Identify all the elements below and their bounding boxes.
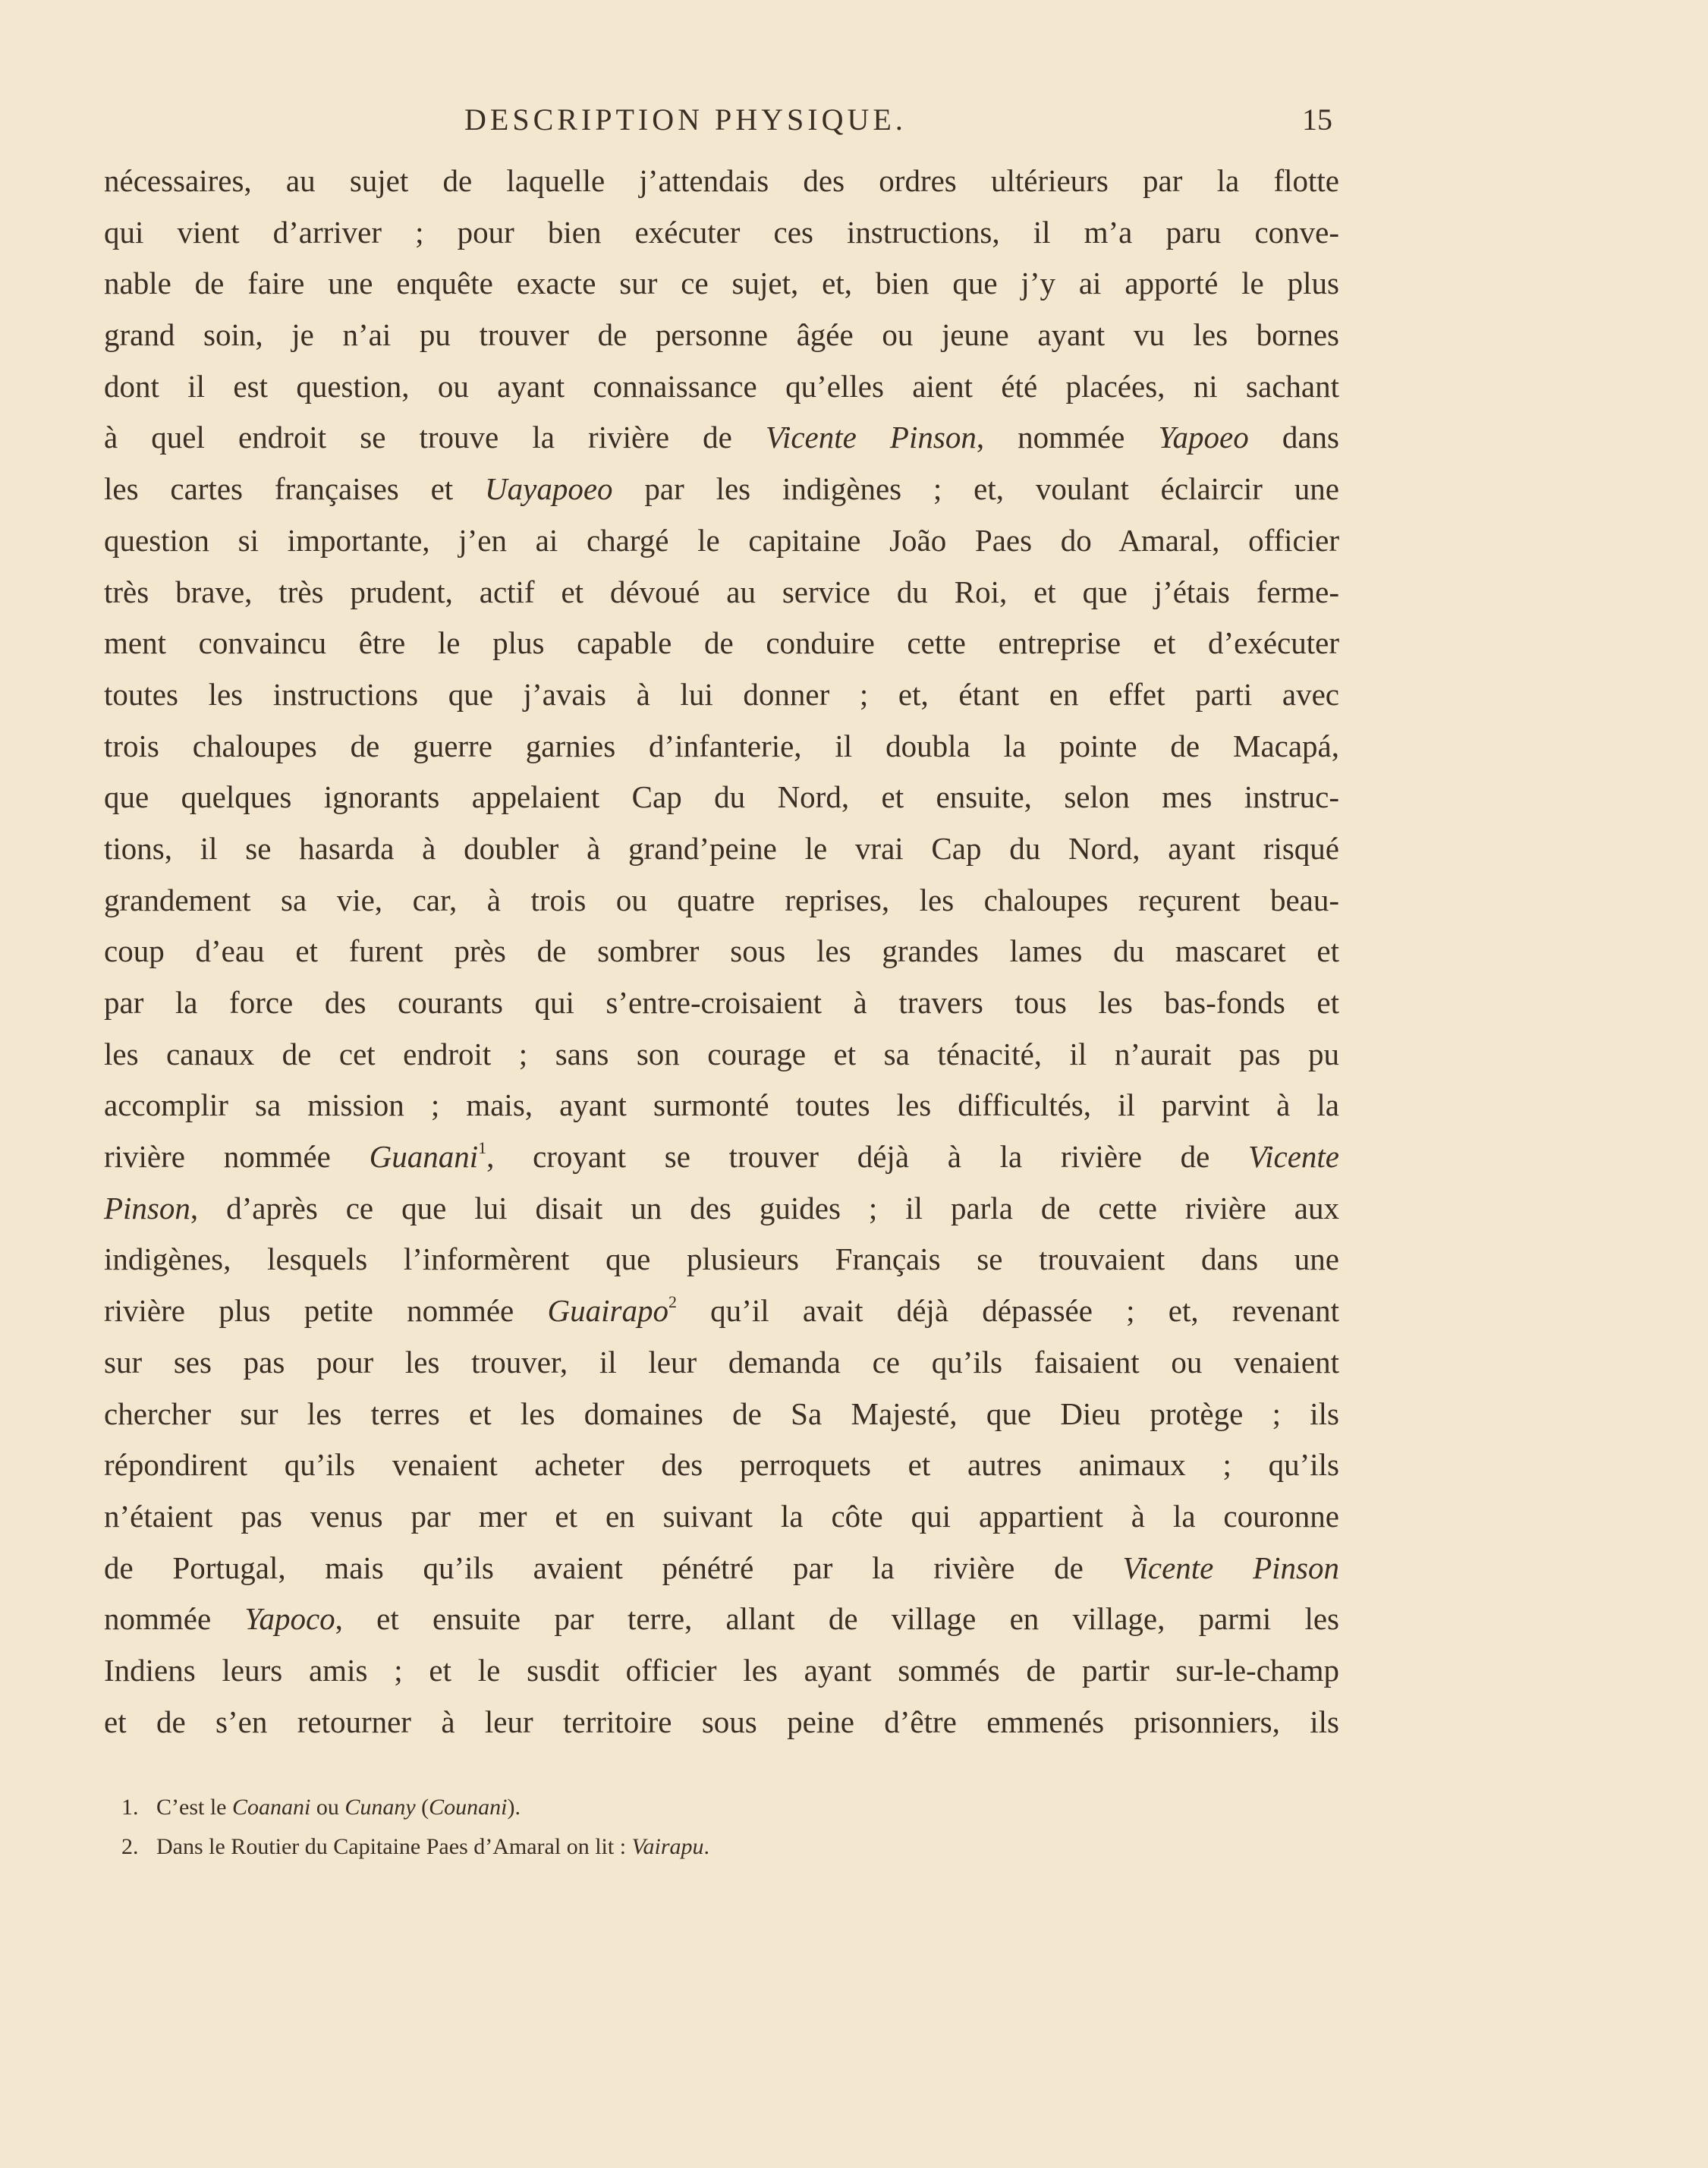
text-line: [104, 1029, 1339, 1081]
text-line: [104, 669, 1339, 721]
text-line: [104, 977, 1339, 1029]
italic-text: Cunany: [344, 1795, 416, 1820]
text-segment: tions, il se hasarda à doubler à grand’peine le vrai Cap du Nord, ayant risqué: [104, 830, 1339, 866]
text-segment: grandement sa vie, car, à trois ou quatre reprises, les chaloupes reçurent beau-: [104, 882, 1339, 917]
text-segment: de Portugal, mais qu’ils avaient pénétré par la rivière de: [104, 1550, 1123, 1585]
text-line: [104, 926, 1339, 977]
text-line: [104, 1389, 1339, 1440]
text-segment: et de s’en retourner à leur territoire sous peine d’être emmenés prisonniers, ils: [104, 1704, 1339, 1739]
text-line: [104, 1645, 1339, 1697]
text-line: [104, 1234, 1339, 1285]
text-segment: rivière nommée: [104, 1139, 370, 1175]
text-segment: dans: [1248, 420, 1339, 455]
text-line: [104, 515, 1339, 567]
italic-text: Guairapo: [547, 1293, 668, 1329]
italic-text: Uayapoeo: [485, 471, 613, 507]
text-line: [104, 875, 1339, 927]
text-line: [104, 1285, 1339, 1337]
text-segment: Indiens leurs amis ; et le susdit officier les ayant sommés de partir sur-le-champ: [104, 1652, 1339, 1688]
text-line: [104, 1131, 1339, 1183]
text-segment: ).: [507, 1795, 521, 1820]
text-segment: dont il est question, ou ayant connaissance qu’elles aient été placées, ni sachant: [104, 368, 1339, 404]
text-segment: les cartes françaises et: [104, 471, 486, 507]
italic-text: Vairapu: [631, 1834, 704, 1859]
footnote: [121, 1788, 1260, 1827]
italic-text: Vicente Pinson: [1122, 1550, 1339, 1585]
text-segment: coup d’eau et furent près de sombrer sous les grandes lames du mascaret et: [104, 933, 1339, 969]
footnote-reference: 1: [478, 1138, 487, 1158]
text-segment: qu’il avait déjà dépassée ; et, revenant: [676, 1293, 1339, 1329]
text-segment: que quelques ignorants appelaient Cap du Nord, et ensuite, selon mes instruc-: [104, 779, 1339, 815]
body-text: [104, 156, 1339, 1748]
text-line: [104, 412, 1339, 464]
text-segment: à quel endroit se trouve la rivière de: [104, 420, 766, 455]
text-segment: répondirent qu’ils venaient acheter des perroquets et autres animaux ; qu’ils: [104, 1447, 1339, 1483]
text-line: [104, 1337, 1339, 1389]
text-segment: ment convaincu être le plus capable de conduire cette entreprise et d’exécuter: [104, 625, 1339, 661]
text-segment: très brave, très prudent, actif et dévoué au service du Roi, et que j’étais ferme-: [104, 574, 1339, 609]
text-line: [104, 1080, 1339, 1131]
text-segment: par la force des courants qui s’entre-croisaient à travers tous les bas-fonds et: [104, 985, 1339, 1020]
text-segment: indigènes, lesquels l’informèrent que plusieurs Français se trouvaient dans une: [104, 1241, 1339, 1277]
text-line: [104, 721, 1339, 772]
italic-text: Vicente Pinson: [765, 420, 977, 455]
footnote-reference: 2: [668, 1292, 677, 1312]
text-segment: accomplir sa mission ; mais, ayant surmonté toutes les difficultés, il parvint à la: [104, 1087, 1339, 1123]
italic-text: Yapoeo: [1158, 420, 1249, 455]
text-line: [104, 1491, 1339, 1543]
text-line: [104, 156, 1339, 207]
text-line: [104, 1543, 1339, 1594]
text-segment: nable de faire une enquête exacte sur ce sujet, et, bien que j’y ai apporté le plus: [104, 266, 1339, 301]
text-segment: nécessaires, au sujet de laquelle j’attendais des ordres ultérieurs par la flotte: [104, 163, 1339, 198]
italic-text: Coanani: [231, 1795, 311, 1820]
footnote-number: 1.: [121, 1795, 139, 1820]
text-segment: , nommée: [976, 420, 1159, 455]
text-segment: question si importante, j’en ai chargé le capitaine João Paes do Amaral, officier: [104, 522, 1339, 558]
text-line: [104, 1183, 1339, 1235]
page-number: 15: [1302, 102, 1332, 137]
text-line: [104, 618, 1339, 669]
text-line: [104, 258, 1339, 310]
text-segment: grand soin, je n’ai pu trouver de personne âgée ou jeune ayant vu les bornes: [104, 317, 1339, 353]
text-segment: (: [415, 1795, 429, 1820]
text-line: [104, 1440, 1339, 1491]
text-segment: toutes les instructions que j’avais à lui donner ; et, étant en effet parti avec: [104, 676, 1339, 712]
footnote: [121, 1827, 1260, 1867]
italic-text: Counani: [429, 1795, 508, 1820]
italic-text: Guanani: [369, 1139, 479, 1175]
text-segment: trois chaloupes de guerre garnies d’infanterie, il doubla la pointe de Macapá,: [104, 728, 1339, 763]
text-segment: nommée: [104, 1601, 245, 1637]
text-line: [104, 567, 1339, 618]
text-segment: rivière plus petite nommée: [104, 1293, 548, 1329]
text-segment: ou: [310, 1795, 345, 1820]
text-segment: .: [703, 1834, 710, 1859]
text-segment: sur ses pas pour les trouver, il leur demanda ce qu’ils faisaient ou venaient: [104, 1344, 1339, 1380]
text-segment: qui vient d’arriver ; pour bien exécuter ces instructions, il m’a paru conve-: [104, 214, 1339, 250]
text-segment: Dans le Routier du Capitaine Paes d’Amaral on lit :: [156, 1834, 632, 1859]
text-line: [104, 361, 1339, 413]
italic-text: Yapoco: [244, 1601, 335, 1637]
text-line: [104, 464, 1339, 515]
text-segment: par les indigènes ; et, voulant éclaircir une: [612, 471, 1339, 507]
footnotes: [121, 1788, 1260, 1867]
italic-text: Pinson: [104, 1190, 190, 1226]
text-line: [104, 310, 1339, 361]
text-segment: , d’après ce que lui disait un des guides ; il parla de cette rivière aux: [190, 1190, 1339, 1226]
text-segment: C’est le: [156, 1795, 232, 1820]
text-line: [104, 1697, 1339, 1748]
text-segment: , croyant se trouver déjà à la rivière de: [486, 1139, 1249, 1175]
running-title: DESCRIPTION PHYSIQUE.: [464, 102, 907, 137]
text-segment: n’étaient pas venus par mer et en suivant la côte qui appartient à la couronne: [104, 1498, 1339, 1534]
text-line: [104, 772, 1339, 823]
footnote-number: 2.: [121, 1834, 139, 1859]
text-segment: chercher sur les terres et les domaines de Sa Majesté, que Dieu protège ; ils: [104, 1396, 1339, 1431]
text-line: [104, 207, 1339, 259]
text-line: [104, 823, 1339, 875]
text-line: [104, 1594, 1339, 1645]
running-header: [0, 90, 1708, 150]
italic-text: Vicente: [1248, 1139, 1339, 1175]
text-segment: , et ensuite par terre, allant de village en village, parmi les: [335, 1601, 1339, 1637]
text-segment: les canaux de cet endroit ; sans son courage et sa ténacité, il n’aurait pas pu: [104, 1036, 1339, 1071]
